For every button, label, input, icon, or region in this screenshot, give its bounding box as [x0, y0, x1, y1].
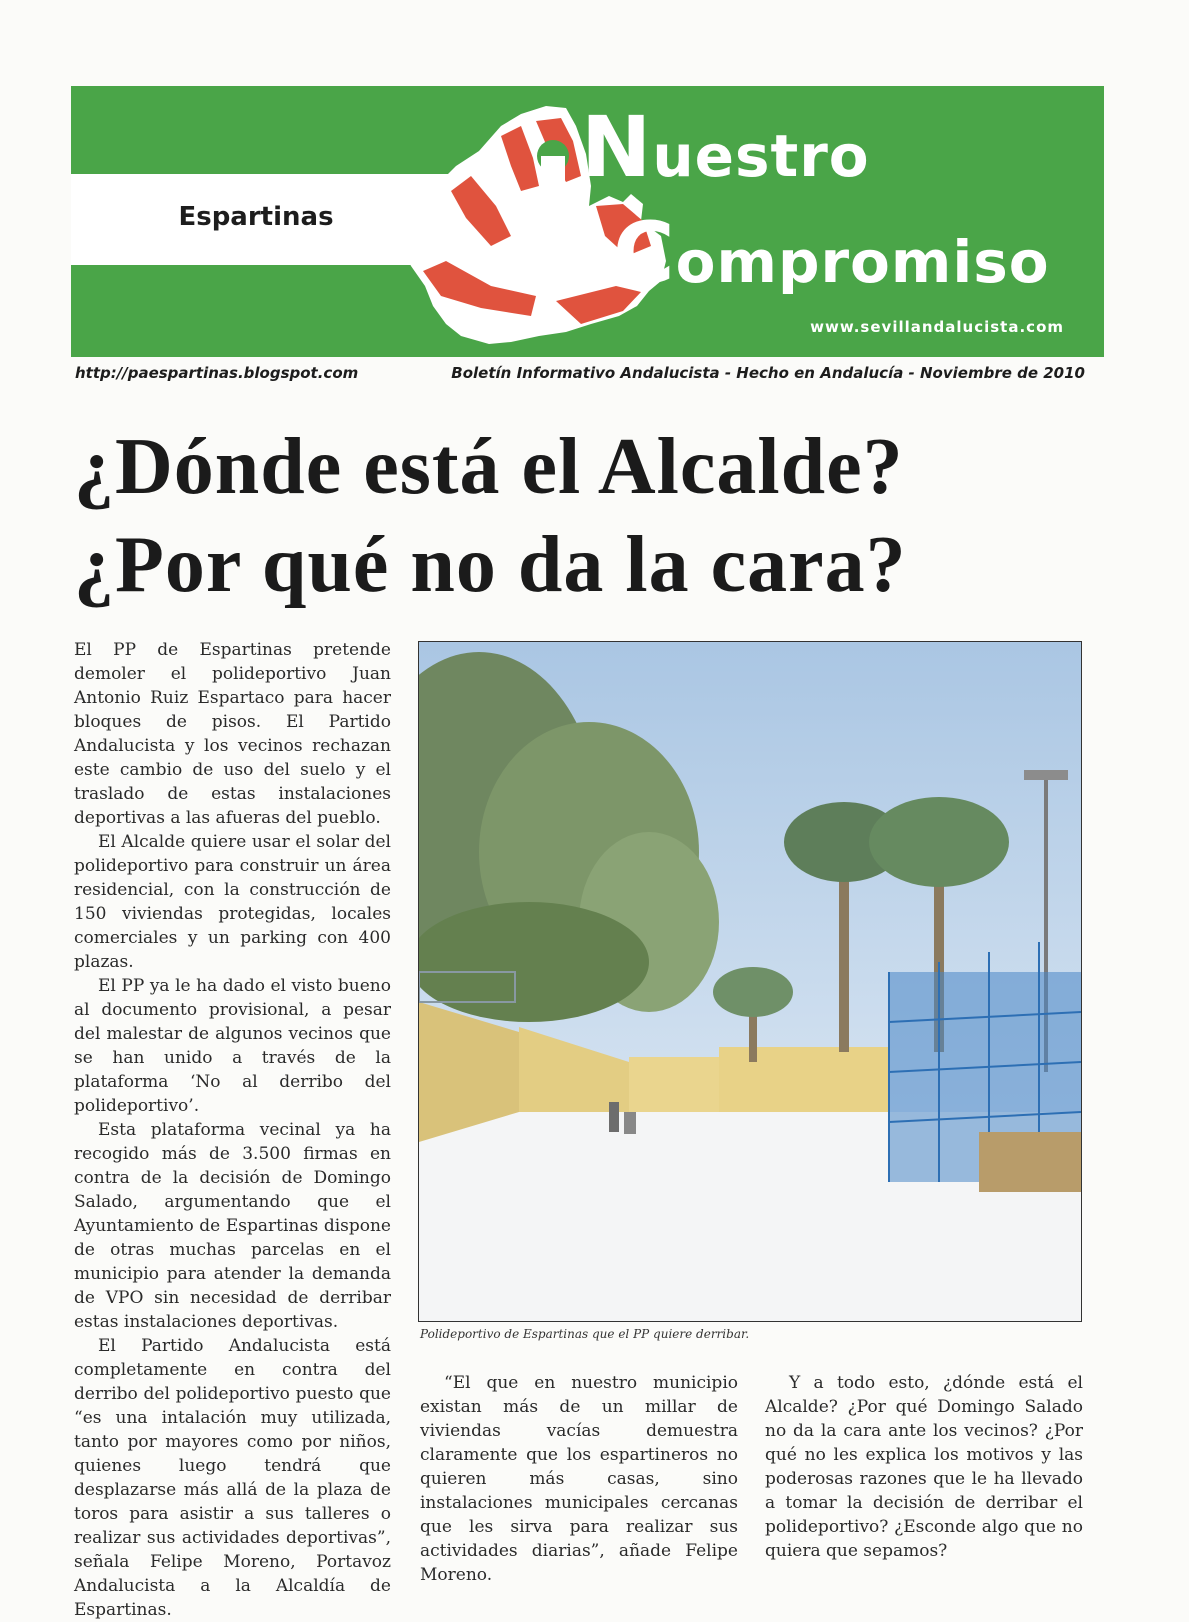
article-right-column [765, 1371, 1083, 1563]
paragraph: El PP de Espartinas pretende demoler el polideportivo Juan Antonio Ruiz Espartaco para hacer bloques de pisos. El Partido Andalucista y los vecinos rechazan este cambio de uso del suelo y el traslado de estas instalaciones deportivas a las afueras del pueblo. [74, 640, 391, 828]
town-name: Espartinas [178, 202, 334, 232]
headline [74, 418, 1134, 614]
masthead-title-line2: Compromiso [613, 204, 1050, 302]
blog-url[interactable]: http://paespartinas.blogspot.com [75, 364, 359, 382]
article-left-column [74, 638, 391, 1622]
headline-line1: ¿Dónde está el Alcalde? [74, 423, 904, 511]
article-middle-column [420, 1371, 738, 1587]
masthead-banner [71, 86, 1104, 357]
paragraph: El Partido Andalucista está completamente en contra del derribo del polideportivo puesto que “es una intalación muy utilizada, tanto por mayores como por niños, quienes luego tendrá que desplazarse más allá de la plaza de toros para asistir a sus talleres o realizar sus actividades deportivas”, señala Felipe Moreno, Portavoz Andalucista a la Alcaldía de Espartinas. [74, 1336, 391, 1620]
article-photo [418, 641, 1082, 1322]
masthead-title-line1: Nuestro [581, 98, 870, 196]
photo-caption: Polideportivo de Espartinas que el PP quiere derribar. [420, 1327, 750, 1341]
bulletin-info: Boletín Informativo Andalucista - Hecho en Andalucía - Noviembre de 2010 [451, 364, 1085, 382]
paragraph: Y a todo esto, ¿dónde está el Alcalde? ¿Por qué Domingo Salado no da la cara ante los vecinos? ¿Por qué no les explica los motivos y las poderosas razones que le ha llevado a tomar la decisión de derribar el polideportivo? ¿Esconde algo que no quiera que sepamos? [765, 1373, 1083, 1561]
paragraph: El Alcalde quiere usar el solar del polideportivo para construir un área residencial, con la construcción de 150 viviendas protegidas, locales comerciales y un parking con 400 plazas. [74, 832, 391, 972]
sports-center-photo [419, 642, 1081, 1321]
paragraph: Esta plataforma vecinal ya ha recogido más de 3.500 firmas en contra de la decisión de Domingo Salado, argumentando que el Ayuntamiento de Espartinas dispone de otras muchas parcelas en el municipio para atender la demanda de VPO sin necesidad de derribar estas instalaciones deportivas. [74, 1120, 391, 1332]
headline-line2: ¿Por qué no da la cara? [74, 521, 907, 609]
paragraph: El PP ya le ha dado el visto bueno al documento provisional, a pesar del malestar de algunos vecinos que se han unido a través de la plataforma ‘No al derribo del polideportivo’. [74, 976, 391, 1116]
website-link[interactable]: www.sevillandalucista.com [810, 318, 1064, 336]
paragraph: “El que en nuestro municipio existan más de un millar de viviendas vacías demuestra claramente que los espartineros no quieren más casas, sino instalaciones municipales cercanas que les sirva para realizar sus actividades diarias”, añade Felipe Moreno. [420, 1373, 738, 1585]
